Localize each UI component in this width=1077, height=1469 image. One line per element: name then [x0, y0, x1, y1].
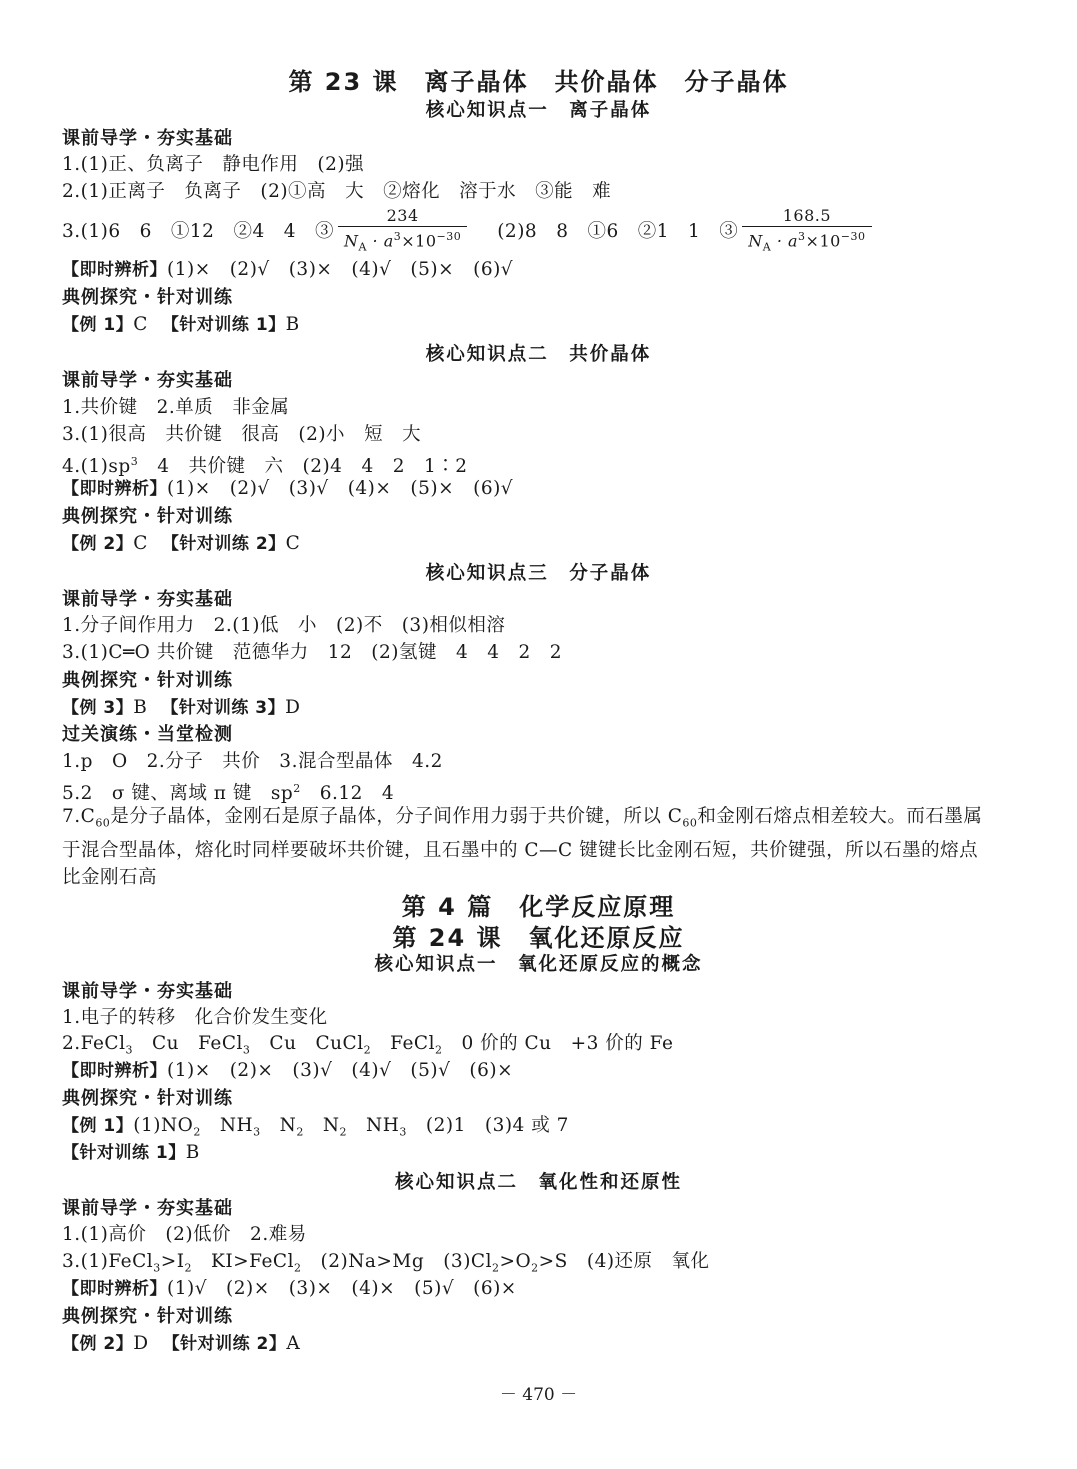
answer-line: 1.电子的转移 化合价发生变化 [62, 1007, 328, 1028]
answer-text: NH [347, 1115, 400, 1136]
answer-text: >O [499, 1251, 532, 1272]
answer-text: NH [200, 1115, 254, 1136]
answer-text: (2)Na>Mg (3)Cl [301, 1251, 492, 1272]
section-label: 课前导学・夯实基础 [62, 128, 233, 149]
example-label: 【例 2】 [62, 1334, 134, 1354]
section-label: 典例探究・针对训练 [62, 506, 233, 527]
example-answer: B [133, 697, 148, 718]
den-subscript: A [358, 240, 367, 254]
subscript: 2 [363, 1043, 372, 1057]
subscript: 3 [242, 1043, 251, 1057]
subscript: 60 [682, 816, 698, 830]
training-answer: B [185, 1142, 200, 1163]
den-text: ×10 [805, 231, 841, 251]
den-symbol: N [748, 231, 763, 251]
subscript: 3 [125, 1043, 133, 1057]
answer-line [62, 450, 468, 479]
answer-line: 1.共价键 2.单质 非金属 [62, 397, 290, 418]
den-symbol: N [343, 231, 359, 251]
fraction-ionic-density-1 [338, 206, 467, 258]
example-line [62, 696, 300, 720]
section-label: 课前导学・夯实基础 [62, 981, 233, 1002]
answer-text: N [260, 1115, 297, 1136]
subscript: 3 [253, 1125, 261, 1139]
answer-line: 1.p O 2.分子 共价 3.混合型晶体 4.2 [62, 751, 443, 772]
training-line [62, 1141, 200, 1165]
subscript: 2 [294, 1261, 302, 1275]
quick-judge-answers: (1)× (2)× (3)√ (4)√ (5)√ (6)× [167, 1060, 514, 1081]
answer-line: 2.(1)正离子 负离子 (2)①高 大 ②熔化 溶于水 ③能 难 [62, 181, 612, 202]
answer-line: 1.(1)高价 (2)低价 2.难易 [62, 1224, 307, 1245]
training-label: 【针对训练 1】 [161, 315, 286, 335]
training-label: 【针对训练 1】 [62, 1143, 186, 1163]
den-superscript: 3 [798, 230, 806, 243]
training-label: 【针对训练 2】 [162, 1334, 287, 1354]
answer-line: 1.分子间作用力 2.(1)低 小 (2)不 (3)相似相溶 [62, 615, 506, 636]
example-label: 【例 2】 [62, 534, 134, 554]
lesson-24-title: 第 24 课 氧化还原反应 [392, 924, 685, 952]
answer-line: 3.(1)很高 共价键 很高 (2)小 短 大 [62, 424, 422, 445]
training-label: 【针对训练 3】 [161, 698, 286, 718]
superscript: 2 [293, 782, 301, 795]
quick-judge-answers: (1)√ (2)× (3)× (4)× (5)√ (6)× [167, 1278, 517, 1299]
den-symbol: · a [366, 231, 394, 251]
fraction-denominator [338, 226, 467, 258]
section-label: 课前导学・夯实基础 [62, 1198, 233, 1219]
fraction-numerator: 234 [386, 206, 419, 225]
section-label: 过关演练・当堂检测 [62, 724, 233, 745]
quick-judge-line [62, 477, 513, 501]
answer-text: 是分子晶体，金刚石是原子晶体，分子间作用力弱于共价键，所以 C [110, 806, 683, 827]
subscript: 2 [193, 1125, 201, 1139]
point-1-heading: 核心知识点一 氧化还原反应的概念 [374, 954, 703, 975]
section-label: 典例探究・针对训练 [62, 287, 233, 308]
subscript: 3 [399, 1125, 407, 1139]
training-answer: B [285, 314, 300, 335]
example-answer: C [133, 533, 148, 554]
answer-line: 1.(1)正、负离子 静电作用 (2)强 [62, 154, 365, 175]
answer-text: Cu FeCl [133, 1033, 243, 1054]
training-label: 【针对训练 2】 [161, 534, 286, 554]
answer-text: 7.C [62, 806, 96, 827]
example-line [62, 1332, 300, 1356]
point-2-heading: 核心知识点二 共价晶体 [425, 344, 652, 365]
quick-judge-label: 【即时辨析】 [62, 1279, 167, 1299]
fraction-denominator [742, 226, 871, 258]
example-label: 【例 1】 [62, 315, 134, 335]
answer-text: (2)1 (3)4 或 7 [406, 1115, 569, 1136]
subscript: 60 [95, 816, 111, 830]
answer-paragraph [62, 803, 987, 891]
section-label: 典例探究・针对训练 [62, 1306, 233, 1327]
quick-judge-line [62, 1059, 513, 1083]
answer-text: N [303, 1115, 340, 1136]
quick-judge-line [62, 1277, 517, 1301]
quick-judge-line [62, 258, 513, 282]
subscript: 2 [435, 1043, 443, 1057]
section-label: 课前导学・夯实基础 [62, 370, 233, 391]
answer-text: >I [160, 1251, 185, 1272]
answer-line: 3.(1)C═O 共价键 范德华力 12 (2)氢键 4 4 2 2 [62, 642, 563, 663]
section-label: 课前导学・夯实基础 [62, 589, 233, 610]
den-text: ×10 [401, 231, 437, 251]
superscript: 3 [130, 455, 139, 468]
answer-text: 3.(1)6 6 ①12 ②4 4 ③ [62, 220, 334, 242]
subscript: 2 [492, 1261, 500, 1275]
point-3-heading: 核心知识点三 分子晶体 [425, 563, 652, 584]
den-superscript: 3 [393, 230, 402, 243]
example-answer: D [133, 1333, 149, 1354]
quick-judge-label: 【即时辨析】 [62, 1061, 167, 1081]
section-label: 典例探究・针对训练 [62, 1088, 233, 1109]
answer-text: 0 价的 Cu +3 价的 Fe [442, 1033, 674, 1054]
quick-judge-label: 【即时辨析】 [62, 260, 167, 280]
point-2-heading: 核心知识点二 氧化性和还原性 [394, 1172, 682, 1193]
answer-text: 和金刚石熔点相差较大。而石墨属于混合型晶体，熔化时同样要破坏共价键，且石墨中的 C—C 键键长比金刚石短，共价键强，所以石墨的熔点比金刚石高 [62, 806, 983, 888]
page-number: － 470 － [499, 1385, 578, 1405]
answer-text: 5.2 σ 键、离域 π 键 sp [62, 783, 294, 805]
quick-judge-answers: (1)× (2)√ (3)√ (4)× (5)× (6)√ [167, 478, 514, 499]
answer-text: 4 共价键 六 (2)4 4 2 1∶2 [138, 456, 468, 478]
subscript: 2 [296, 1125, 304, 1139]
answer-text: >S (4)还原 氧化 [538, 1251, 710, 1272]
example-line [62, 532, 300, 556]
part-4-title: 第 4 篇 化学反应原理 [401, 893, 676, 921]
subscript: 2 [184, 1261, 193, 1275]
subscript: 3 [153, 1261, 161, 1275]
subscript: 2 [339, 1125, 348, 1139]
answer-text: Cu CuCl [250, 1033, 364, 1054]
example-answer: C [133, 314, 148, 335]
example-label: 【例 3】 [62, 698, 134, 718]
den-symbol: · a [771, 231, 799, 251]
den-exponent: −30 [436, 230, 462, 243]
answer-text: 6.12 4 [300, 783, 395, 805]
example-line [62, 313, 300, 337]
section-label: 典例探究・针对训练 [62, 670, 233, 691]
quick-judge-answers: (1)× (2)√ (3)× (4)√ (5)× (6)√ [167, 259, 514, 280]
quick-judge-label: 【即时辨析】 [62, 479, 167, 499]
subscript: 2 [531, 1261, 539, 1275]
point-1-heading: 核心知识点一 离子晶体 [425, 100, 652, 121]
answer-text: KI>FeCl [192, 1251, 294, 1272]
training-answer: A [286, 1333, 301, 1354]
den-subscript: A [762, 240, 772, 254]
answer-text: 4.(1)sp [62, 456, 131, 478]
den-exponent: −30 [840, 230, 866, 243]
answer-text: 3.(1)FeCl [62, 1251, 154, 1272]
answer-text: (1)NO [133, 1115, 194, 1136]
answer-text: 2.FeCl [62, 1033, 126, 1054]
answer-line [62, 777, 394, 806]
answer-text: (2)8 8 ①6 ②1 1 ③ [497, 220, 739, 242]
fraction-numerator: 168.5 [782, 206, 832, 225]
lesson-23-title: 第 23 课 离子晶体 共价晶体 分子晶体 [288, 68, 789, 96]
answer-text: FeCl [371, 1033, 435, 1054]
training-answer: C [285, 533, 301, 554]
training-answer: D [285, 697, 301, 718]
answer-line-fractions [62, 206, 876, 258]
fraction-ionic-density-2 [742, 206, 871, 258]
example-label: 【例 1】 [62, 1116, 134, 1136]
